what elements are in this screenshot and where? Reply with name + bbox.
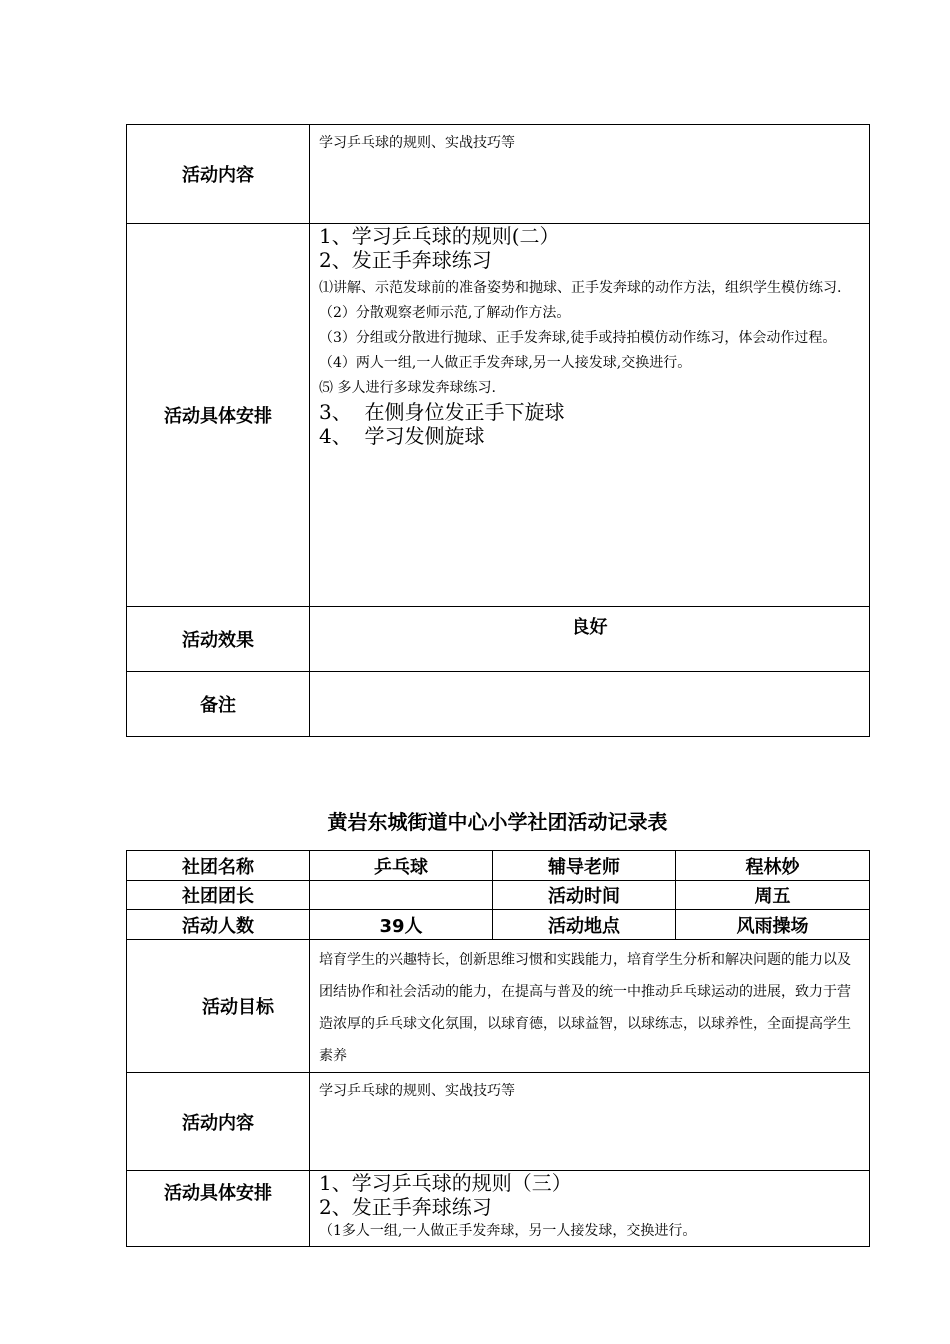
club-name-label: 社团名称 [127, 851, 310, 881]
arrangement-item: 3、 在侧身位发正手下旋球 [319, 400, 565, 424]
arrangement-row [127, 224, 870, 607]
info-row [127, 910, 870, 940]
count-value: 39人 [310, 910, 493, 940]
arrangement-item: 2、发正手奔球练习 [319, 248, 492, 272]
club-name-value: 乒乓球 [310, 851, 493, 881]
arrangement-subitem: ⑸ 多人进行多球发奔球练习. [319, 380, 496, 396]
arrangement-item: 1、学习乒乓球的规则（三） [319, 1171, 572, 1195]
content-text: 学习乒乓球的规则、实战技巧等 [310, 125, 870, 224]
arrangement-label: 活动具体安排 [127, 224, 310, 607]
leader-value [310, 881, 493, 910]
leader-label: 社团团长 [127, 881, 310, 910]
arrangement-subitem: （2）分散观察老师示范,了解动作方法。 [319, 305, 571, 321]
remark-value [310, 672, 870, 737]
arrangement-row [127, 1171, 870, 1247]
arrangement-item: 2、发正手奔球练习 [319, 1195, 492, 1219]
effect-label: 活动效果 [127, 607, 310, 672]
effect-row [127, 607, 870, 672]
arrangement-item: 1、学习乒乓球的规则(二） [319, 224, 560, 248]
page-title: 黄岩东城街道中心小学社团活动记录表 [327, 810, 668, 834]
arrangement-content [310, 1171, 870, 1247]
place-label: 活动地点 [493, 910, 676, 940]
time-value: 周五 [676, 881, 870, 910]
count-label: 活动人数 [127, 910, 310, 940]
content-label: 活动内容 [127, 1073, 310, 1171]
content-row [127, 1073, 870, 1171]
content-text: 学习乒乓球的规则、实战技巧等 [310, 1073, 870, 1171]
teacher-label: 辅导老师 [493, 851, 676, 881]
arrangement-subitem: ⑴讲解、示范发球前的准备姿势和抛球、正手发奔球的动作方法，组织学生模仿练习. [319, 280, 842, 296]
teacher-value: 程林妙 [676, 851, 870, 881]
remark-label: 备注 [127, 672, 310, 737]
arrangement-content [310, 224, 870, 607]
place-value: 风雨操场 [676, 910, 870, 940]
info-row [127, 881, 870, 910]
info-row [127, 851, 870, 881]
content-label: 活动内容 [127, 125, 310, 224]
arrangement-subitem: （3）分组或分散进行抛球、正手发奔球,徒手或持拍模仿动作练习，体会动作过程。 [319, 330, 837, 346]
arrangement-subitem: （4）两人一组,一人做正手发奔球,另一人接发球,交换进行。 [319, 355, 692, 371]
arrangement-label: 活动具体安排 [127, 1171, 310, 1247]
arrangement-subitem: （1多人一组,一人做正手发奔球，另一人接发球，交换进行。 [319, 1223, 697, 1239]
effect-value: 良好 [310, 607, 870, 672]
goal-row [127, 940, 870, 1073]
record-table-2 [126, 850, 870, 1247]
record-table-1 [126, 124, 870, 737]
goal-label: 活动目标 [127, 940, 310, 1073]
content-row [127, 125, 870, 224]
goal-text: 培育学生的兴趣特长，创新思维习惯和实践能力，培育学生分析和解决问题的能力以及团结协作和社会活动的能力，在提高与普及的统一中推动乒乓球运动的进展，致力于营造浓厚的乒乓球文化氛围，以球育德，以球益智，以球练志，以球养性，全面提高学生素养 [310, 940, 870, 1073]
arrangement-item: 4、 学习发侧旋球 [319, 424, 485, 448]
remark-row [127, 672, 870, 737]
time-label: 活动时间 [493, 881, 676, 910]
